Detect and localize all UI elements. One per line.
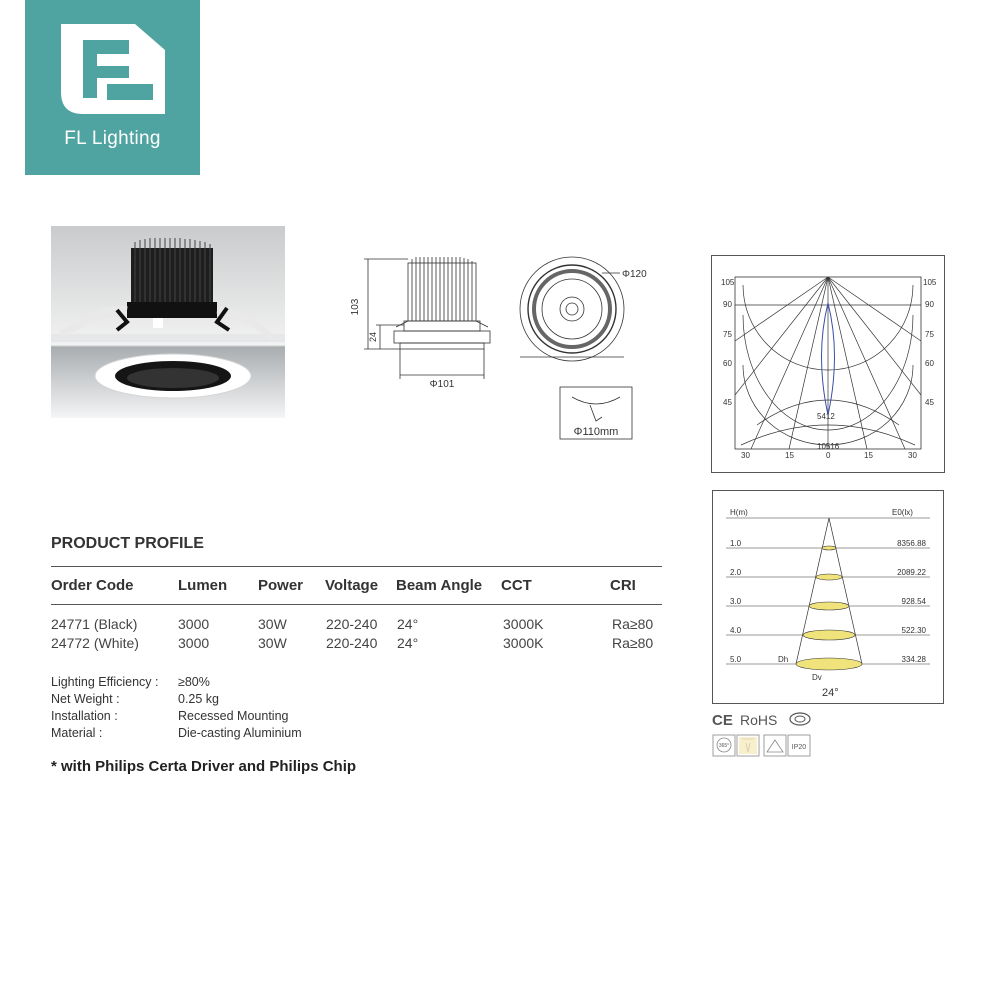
cone-e-header: E0(lx) bbox=[892, 508, 913, 517]
cone-height-value: 1.0 bbox=[730, 539, 742, 548]
cell-cct: 3000K bbox=[503, 635, 544, 651]
header-voltage: Voltage bbox=[325, 577, 379, 594]
degree-icon: 365° bbox=[718, 743, 730, 749]
face-diameter: Φ120 bbox=[622, 269, 647, 280]
cone-dh-label: Dh bbox=[778, 655, 789, 664]
cell-power: 30W bbox=[258, 616, 287, 632]
brand-logo bbox=[25, 0, 200, 175]
cell-lumen: 3000 bbox=[178, 635, 210, 651]
cell-beam-angle: 24° bbox=[397, 616, 419, 632]
driver-note: * with Philips Certa Driver and Philips Chip bbox=[51, 758, 357, 775]
ccc-icon bbox=[790, 713, 810, 725]
brand-name: FL Lighting bbox=[64, 128, 161, 149]
header-power: Power bbox=[258, 577, 304, 594]
cone-lux-value: 334.28 bbox=[901, 655, 926, 664]
diameter-dimension: Φ101 bbox=[429, 379, 455, 390]
cone-lux-value: 8356.88 bbox=[897, 539, 926, 548]
polar-left-label: 45 bbox=[723, 398, 732, 407]
header-cri: CRI bbox=[610, 577, 636, 594]
polar-right-label: 105 bbox=[923, 278, 937, 287]
cone-height-value: 2.0 bbox=[730, 568, 742, 577]
polar-left-label: 75 bbox=[723, 330, 732, 339]
table-top-rule bbox=[51, 566, 662, 567]
cell-lumen: 3000 bbox=[178, 616, 210, 632]
height-dimension: 103 bbox=[350, 298, 361, 316]
cell-cri: Ra≥80 bbox=[612, 635, 654, 651]
cone-lux-value: 928.54 bbox=[901, 597, 926, 606]
polar-bottom-label: 30 bbox=[908, 451, 917, 460]
certification-icons bbox=[712, 708, 832, 758]
polar-bottom-label: 15 bbox=[785, 451, 794, 460]
spec-label: Net Weight : bbox=[51, 692, 120, 706]
cone-beam-angle: 24° bbox=[822, 687, 839, 699]
polar-left-label: 105 bbox=[721, 278, 735, 287]
polar-left-label: 60 bbox=[723, 359, 732, 368]
cell-power: 30W bbox=[258, 635, 287, 651]
spec-label: Lighting Efficiency : bbox=[51, 675, 159, 689]
table-header-rule bbox=[51, 604, 662, 605]
spec-label: Material : bbox=[51, 726, 103, 740]
header-cct: CCT bbox=[501, 577, 532, 594]
rohs-icon: RoHS bbox=[740, 712, 778, 728]
header-beam-angle: Beam Angle bbox=[396, 577, 483, 594]
polar-right-label: 60 bbox=[925, 359, 934, 368]
ce-mark-icon: CE bbox=[712, 712, 733, 729]
product-profile-title: PRODUCT PROFILE bbox=[51, 535, 204, 552]
cone-h-header: H(m) bbox=[730, 508, 748, 517]
polar-left-label: 90 bbox=[723, 300, 732, 309]
polar-bottom-label: 30 bbox=[741, 451, 750, 460]
front-view-drawing bbox=[520, 257, 624, 361]
product-photo bbox=[51, 226, 285, 418]
header-order-code: Order Code bbox=[51, 577, 134, 594]
cell-cct: 3000K bbox=[503, 616, 544, 632]
polar-ring-value: 10516 bbox=[817, 442, 840, 451]
spec-value: 0.25 kg bbox=[178, 692, 220, 706]
cell-order-code: 24771 (Black) bbox=[51, 616, 138, 632]
cone-dv-label: Dv bbox=[812, 673, 822, 682]
spec-value: Recessed Mounting bbox=[178, 709, 289, 723]
ip-rating-icon: IP20 bbox=[791, 744, 807, 751]
cone-lux-value: 2089.22 bbox=[897, 568, 926, 577]
spec-label: Installation : bbox=[51, 709, 118, 723]
technical-drawings bbox=[350, 245, 650, 445]
header-lumen: Lumen bbox=[178, 577, 228, 594]
polar-right-label: 90 bbox=[925, 300, 934, 309]
side-view-drawing bbox=[364, 257, 490, 379]
illuminance-cone-diagram bbox=[712, 490, 944, 704]
spec-value: ≥80% bbox=[178, 675, 210, 689]
cone-lux-value: 522.30 bbox=[901, 626, 926, 635]
ring-dimension: 24 bbox=[368, 331, 378, 343]
polar-right-label: 45 bbox=[925, 398, 934, 407]
cell-beam-angle: 24° bbox=[397, 635, 419, 651]
cutout-diameter: Φ110mm bbox=[573, 426, 619, 438]
polar-ring-value: 5412 bbox=[817, 412, 835, 421]
cone-height-value: 3.0 bbox=[730, 597, 742, 606]
polar-bottom-label: 0 bbox=[826, 451, 831, 460]
cone-height-value: 4.0 bbox=[730, 626, 742, 635]
cone-height-value: 5.0 bbox=[730, 655, 742, 664]
cell-cri: Ra≥80 bbox=[612, 616, 654, 632]
polar-bottom-label: 15 bbox=[864, 451, 873, 460]
cell-voltage: 220-240 bbox=[326, 635, 378, 651]
cell-order-code: 24772 (White) bbox=[51, 635, 139, 651]
cell-voltage: 220-240 bbox=[326, 616, 378, 632]
polar-distribution-diagram bbox=[711, 255, 945, 473]
spec-value: Die-casting Aluminium bbox=[178, 726, 302, 740]
polar-right-label: 75 bbox=[925, 330, 934, 339]
